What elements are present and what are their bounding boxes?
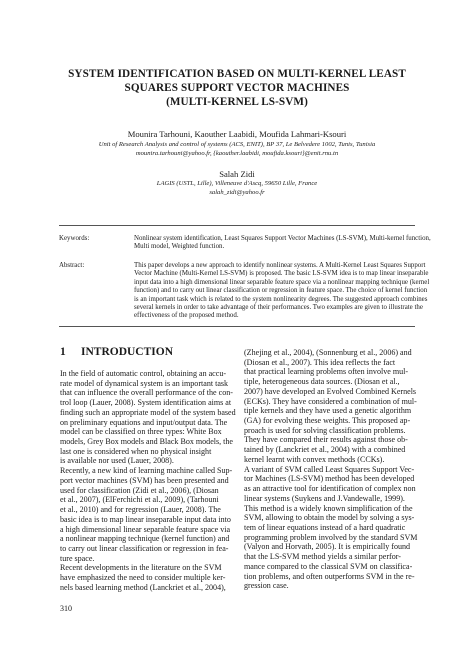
body-line: (GA) for evolving these weights. This proposed ap- [244,416,411,426]
body-line: a high dimensional linear separable feature space via [60,524,231,534]
body-line: nels based learning method (Lanckriet et al., 2004), [60,582,226,592]
right-column [244,348,418,591]
body-line: model can be classified on three types: White Box [60,427,222,437]
paper-title [40,67,434,109]
body-line: linear systems (Suykens and J.Vandewalle, 1999). [244,493,405,503]
body-line: (Zhejing et al., 2004), (Sonnenburg et al., 2006) and [244,348,412,357]
body-line: (Diosan et al., 2007). This idea reflects the fact [244,357,396,367]
body-line: used for classification (Zidi et al., 2006), (Diosan [60,485,219,495]
body-line: Recently, a new kind of learning machine called Sup- [60,466,233,476]
body-line: have emphasized the need to consider multiple ker- [60,573,226,583]
body-line: mance compared to the classical SVM on classifica- [244,561,413,571]
author-affiliation-second: LAGIS (USTL, Lille), Villeneuve d'Ascq, 59650 Lille, France [156,180,318,187]
body-line: last one is considered when no physical insight [60,446,212,456]
page-number: 310 [60,604,72,613]
body-line: tor Machines (LS-SVM) method has been developed [244,474,415,484]
body-line: Recent developments in the literature on the SVM [60,563,222,573]
body-line: (Valyon and Horvath, 2005). It is empirically found [244,542,411,552]
body-line: to carry out linear classification or regression in fea- [60,543,229,553]
divider-top [59,225,415,226]
body-line: is available nor used (Lauer, 2008). [60,456,174,466]
section-title: INTRODUCTION [81,346,174,358]
body-line: tem of linear equations instead of a hard quadratic [244,522,406,532]
body-line: tiple, heterogeneous data sources. (Diosan et al., [244,377,400,387]
body-line: et al., 2007), (ElFerchichi et al., 2009), (Tarhouni [60,495,219,505]
body-line: They have compared their results against those ob- [244,435,408,445]
body-line: finding such an appropriate model of the system based [60,407,236,417]
body-line: (ECKs). They have considered a combination of mul- [244,396,417,406]
body-line: port vector machines (SVM) has been presented and [60,475,229,485]
abstract-label: Abstract: [59,262,85,269]
body-line: trol loop (Lauer, 2008). System identification aims at [60,398,232,408]
divider-bottom [59,326,415,327]
body-line: as an attractive tool for identification of complex non [244,484,416,494]
body-line: on preliminary equations and input/output data. The [60,417,228,427]
author-names: Mounira Tarhouni, Kaouther Laabidi, Moufida Lahmari-Ksouri [127,129,347,139]
body-line: models, Grey Box models and Black Box models, the [60,437,233,447]
section-heading [60,346,173,358]
body-line: A variant of SVM called Least Squares Support Vec- [244,464,415,474]
abstract-text [134,262,430,321]
title-line: (MULTI-KERNEL LS-SVM) [166,96,308,108]
body-line: a nonlinear mapping technique (kernel function) and [60,534,230,544]
abstract-line: This paper develops a new approach to identify nonlinear systems. A Multi-Kernel Least Squares Support [134,262,426,269]
author-email-second: salah_zidi@yahoo.fr [209,189,265,196]
body-line: tiple kernels and they have used a genetic algorithm [244,406,412,416]
author-names-second: Salah Zidi [219,169,255,179]
author-affiliation: Unit of Research Analysis and control of systems (ACS, ENIT), BP 37, Le Belvedere 1002, Tunis, Tunisia [98,141,376,148]
body-line: This method is a widely known simplification of the [244,503,413,513]
body-line: kernel learnt with convex methods (CCKs). [244,454,385,464]
title-line: SQUARES SUPPORT VECTOR MACHINES [124,82,350,94]
author-email: mounira.tarhouni@yahoo.fr, {kaouther.laabidi, moufida.ksouri}@enit.rnu.tn [135,150,339,157]
section-number: 1 [60,346,66,358]
body-line: In the field of automatic control, obtaining an accu- [60,369,227,378]
body-line: 2007) have developed an Evolved Combined Kernels [244,386,417,396]
body-line: gression case. [244,581,289,591]
abstract-line: function) and to carry out linear classification or regression in feature space. The choice of kernel function [134,287,428,295]
abstract-line: effectiveness of the proposed method. [134,312,239,320]
keywords-line: Nonlinear system identification, Least Squares Support Vector Machines (LS-SVM), Multi-kernel function, [134,235,431,242]
keywords-text [134,235,431,252]
body-line: rate model of dynamical system is an important task [60,378,229,388]
body-line: tion problems, and often outperforms SVM in the re- [244,571,415,581]
left-column [60,369,236,593]
abstract-line: several kernels in order to take advantage of their performances. Two examples are given to illustrate the [134,304,423,312]
abstract-line: input data into a high dimensional linear separable feature space via a nonlinear mapping technique (kernel [134,278,430,286]
keywords-line: Multi model, Weighted function. [134,243,225,251]
body-line: proach is used for solving classification problems. [244,425,406,435]
body-line: ture space. [60,553,95,563]
abstract-line: is an important task which is related to the system nonlinearity degrees. The suggested approach combines [134,295,428,303]
body-line: that the LS-SVM method yields a similar perfor- [244,552,401,562]
body-line: that can influence the overall performance of the con- [60,388,233,398]
title-line: SYSTEM IDENTIFICATION BASED ON MULTI-KERNEL LEAST [68,68,406,80]
body-line: that practical learning problems often involve mul- [244,367,409,377]
abstract-line: Vector Machine (Multi-Kernel LS-SVM) is proposed. The basic LS-SVM idea is to map linear inseparable [134,270,429,278]
body-line: et al., 2010) and for regression (Lauer, 2008). The [60,505,221,515]
keywords-label: Keywords: [59,235,90,242]
body-line: basic idea is to map linear inseparable input data into [60,514,231,524]
body-line: SVM, allowing to obtain the model by solving a sys- [244,513,415,523]
body-line: programming problem involved by the standard SVM [244,532,418,542]
body-line: tained by (Lanckriet et al., 2004) with a combined [244,445,406,455]
